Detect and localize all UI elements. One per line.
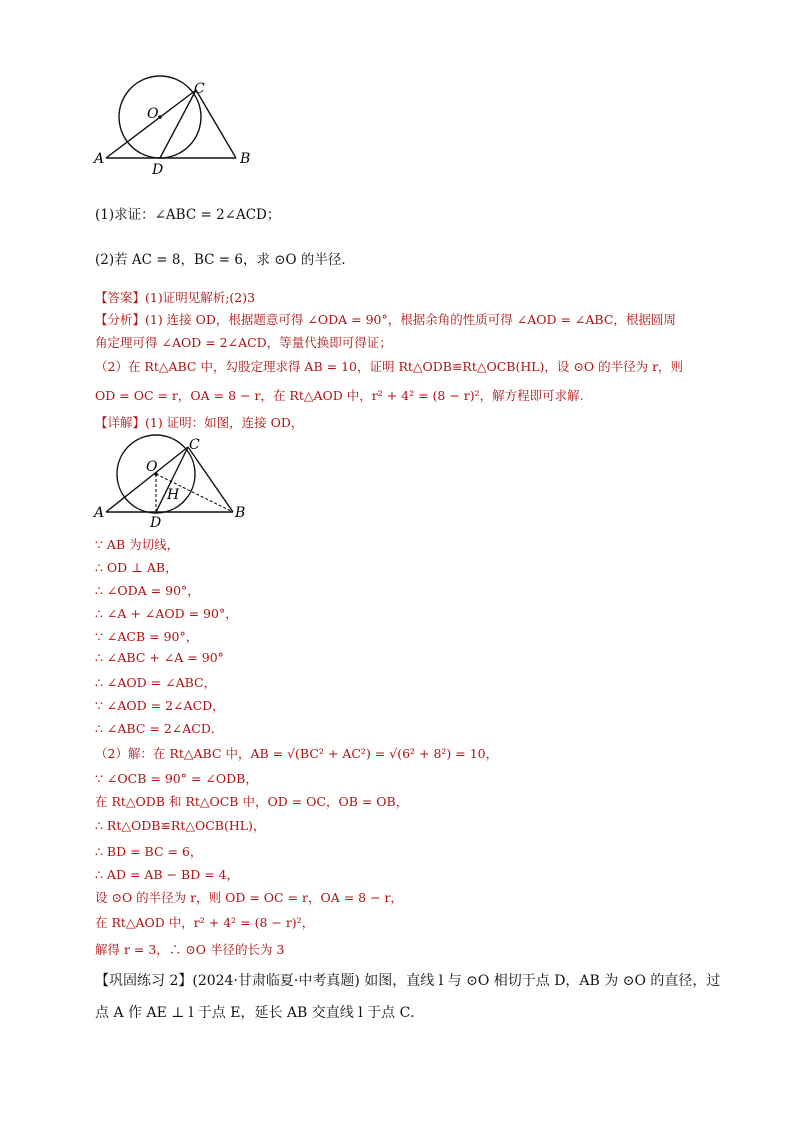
line-cd: [160, 90, 196, 158]
proof-line: ∴ Rt△ODB≌Rt△OCB(HL)，: [95, 818, 266, 833]
proof-line: ∵ ∠AOD = 2∠ACD，: [95, 698, 225, 713]
proof-line: 在 Rt△ODB 和 Rt△OCB 中，OD = OC，OB = OB，: [95, 794, 409, 809]
label-b: B: [235, 505, 246, 521]
proof-line: ∴ ∠ABC + ∠A = 90°: [95, 650, 224, 665]
label-b: B: [240, 151, 251, 167]
answer-line: 【答案】(1)证明见解析;(2)3: [95, 290, 256, 305]
proof-line: ∵ AB 为切线，: [95, 537, 180, 552]
center-dot: [158, 115, 162, 119]
proof-line: （2）解：在 Rt△ABC 中，AB = √(BC² + AC²) = √(6² + 8²) = 10，: [95, 746, 499, 761]
figure-2: [88, 433, 258, 531]
proof-line: 解得 r = 3，∴ ⊙O 半径的长为 3: [95, 942, 285, 957]
label-h: H: [167, 487, 180, 503]
analysis-line-2: 角定理可得 ∠AOD = 2∠ACD，等量代换即可得证；: [95, 335, 392, 350]
proof-line: ∴ ∠A + ∠AOD = 90°，: [95, 606, 238, 621]
proof-line: ∴ AD = AB − BD = 4，: [95, 867, 240, 882]
label-o: O: [147, 106, 159, 122]
line-cb: [196, 90, 236, 158]
proof-line: ∴ OD ⊥ AB，: [95, 560, 178, 575]
analysis-line-1: 【分析】(1) 连接 OD，根据题意可得 ∠ODA = 90°，根据余角的性质可得 ∠AOD = ∠ABC，根据圆周: [95, 312, 676, 327]
label-a: A: [94, 151, 105, 167]
analysis-line-4: OD = OC = r，OA = 8 − r，在 Rt△AOD 中，r² + 4² = (8 − r)²，解方程即可求解.: [95, 388, 584, 403]
proof-line: ∵ ∠ACB = 90°，: [95, 629, 199, 644]
label-c: C: [189, 437, 200, 453]
practice-line-1: 【巩固练习 2】(2024·甘肃临夏·中考真题) 如图，直线 l 与 ⊙O 相切于点 D，AB 为 ⊙O 的直径，过: [95, 973, 721, 989]
proof-line: 在 Rt△AOD 中，r² + 4² = (8 − r)²，: [95, 915, 315, 930]
proof-line: ∵ ∠OCB = 90° = ∠ODB，: [95, 771, 258, 786]
practice-line-2: 点 A 作 AE ⊥ l 于点 E，延长 AB 交直线 l 于点 C．: [95, 1005, 425, 1021]
label-o: O: [146, 459, 158, 475]
question-1: (1)求证：∠ABC = 2∠ACD；: [95, 207, 281, 223]
proof-line: 设 ⊙O 的半径为 r，则 OD = OC = r，OA = 8 − r，: [95, 890, 404, 905]
label-c: C: [194, 81, 205, 97]
label-d: D: [152, 162, 164, 178]
figure-1: [88, 70, 268, 180]
label-a: A: [94, 505, 105, 521]
analysis-line-3: （2）在 Rt△ABC 中，勾股定理求得 AB = 10，证明 Rt△ODB≌Rt△OCB(HL)，设 ⊙O 的半径为 r，则: [95, 359, 684, 374]
detail-header: 【详解】(1) 证明：如图，连接 OD，: [95, 415, 304, 430]
question-2: (2)若 AC = 8，BC = 6，求 ⊙O 的半径．: [95, 252, 355, 268]
proof-line: ∴ ∠ODA = 90°，: [95, 583, 200, 598]
proof-line: ∴ ∠AOD = ∠ABC，: [95, 675, 217, 690]
proof-line: ∴ BD = BC = 6，: [95, 844, 203, 859]
label-d: D: [150, 515, 162, 531]
proof-line: ∴ ∠ABC = 2∠ACD．: [95, 721, 224, 736]
